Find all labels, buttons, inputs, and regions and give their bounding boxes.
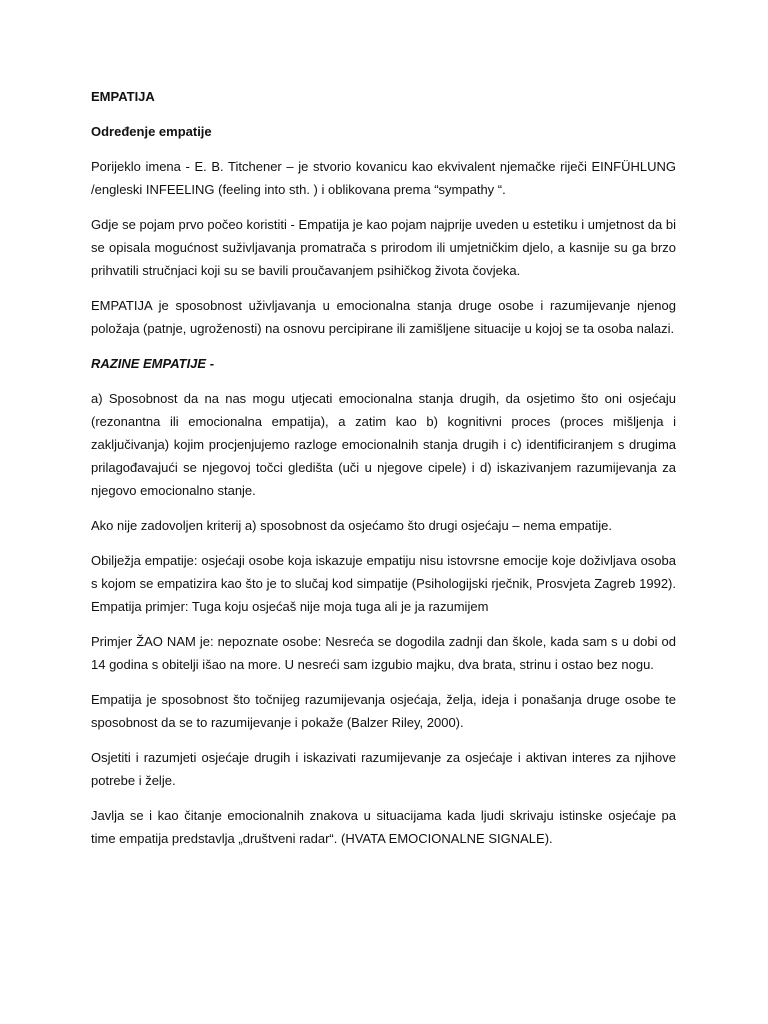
paragraph-social-radar: Javlja se i kao čitanje emocionalnih znakova u situacijama kada ljudi skrivaju istinske osjećaje pa time empatija predstavlja „društveni radar“. (HVATA EMOCIONALNE SIGNALE). xyxy=(91,808,676,846)
paragraph-criterion: Ako nije zadovoljen kriterij a) sposobnost da osjećamo što drugi osjećaju – nema empatije. xyxy=(91,518,613,533)
document-subtitle: Određenje empatije xyxy=(91,124,212,139)
paragraph-example: Primjer ŽAO NAM je: nepoznate osobe: Nesreća se dogodila zadnji dan škole, kada sam s u dobi od 14 godina s obitelji išao na more. U nesreći sam izgubio majku, dva brata, strinu i ostao bez nogu. xyxy=(91,634,676,672)
document-title: EMPATIJA xyxy=(91,89,155,104)
paragraph-levels: a) Sposobnost da na nas mogu utjecati emocionalna stanja drugih, da osjetimo što oni osjećaju (rezonantna ili emocionalna empatija), a zatim kao b) kognitivni proces (proces mišljenja i zaključivanja) kojim procjenjujemo razloge emocionalnih stanja drugih i c) identificiranjem s drugima prilagođavajući se njegovoj točci gledišta (uči u njegove cipele) i d) iskazivanjem razumijevanja za njegovo emocionalno stanje. xyxy=(91,391,676,498)
section-heading-levels: RAZINE EMPATIJE - xyxy=(91,356,215,371)
paragraph-name-origin: Porijeklo imena - E. B. Titchener – je stvorio kovanicu kao ekvivalent njemačke riječi EINFÜHLUNG /engleski INFEELING (feeling into sth. ) i oblikovana prema “sympathy “. xyxy=(91,159,676,197)
paragraph-feel-understand: Osjetiti i razumjeti osjećaje drugih i iskazivati razumijevanje za osjećaje i aktivan interes za njihove potrebe i želje. xyxy=(91,750,676,788)
paragraph-ability: Empatija je sposobnost što točnijeg razumijevanja osjećaja, želja, ideja i ponašanja druge osobe te sposobnost da se to razumijevanje i pokaže (Balzer Riley, 2000). xyxy=(91,692,676,730)
paragraph-characteristics: Obilježja empatije: osjećaji osobe koja iskazuje empatiju nisu istovrsne emocije koje doživljava osoba s kojom se empatizira kao što je to slučaj kod simpatije (Psihologijski rječnik, Prosvjeta Zagreb 1992). Empatija primjer: Tuga koju osjećaš nije moja tuga ali je ja razumijem xyxy=(91,553,676,614)
paragraph-definition: EMPATIJA je sposobnost uživljavanja u emocionalna stanja druge osobe i razumijevanje njenog položaja (patnje, ugroženosti) na osnovu percipirane ili zamišljene situacije u kojoj se ta osoba nalazi. xyxy=(91,298,676,336)
document-body xyxy=(91,85,676,862)
paragraph-first-usage: Gdje se pojam prvo počeo koristiti - Empatija je kao pojam najprije uveden u estetiku i umjetnost da bi se opisala mogućnost suživljavanja promatrača s prirodom ili umjetničkim djelo, a kasnije su ga brzo prihvatili stručnjaci koji su se bavili proučavanjem psihičkog života čovjeka. xyxy=(91,217,676,278)
